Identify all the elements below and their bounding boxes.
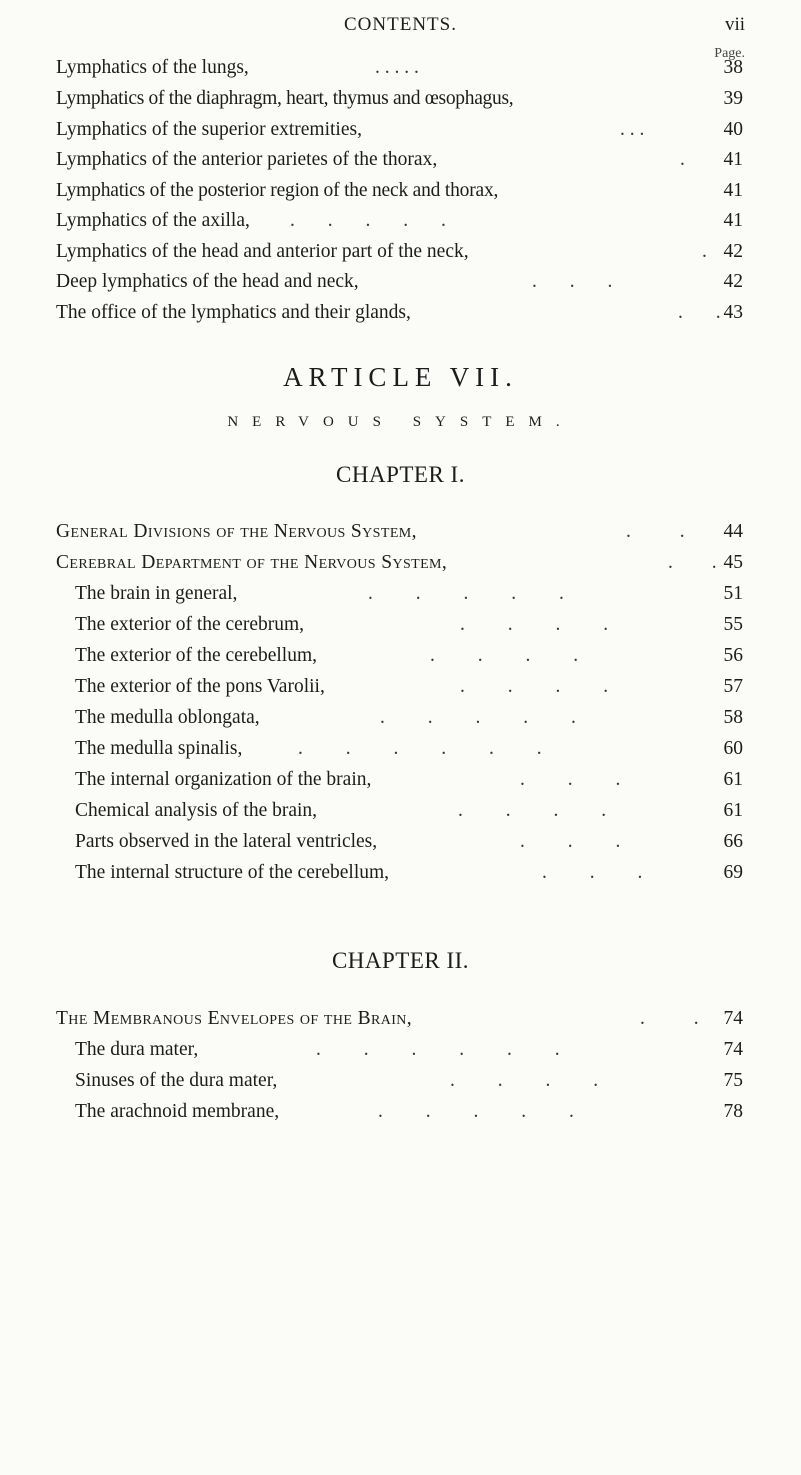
toc-entry (0, 672, 801, 702)
page-numeral: vii (724, 14, 745, 35)
toc-entry-label: Lymphatics of the head and anterior part of the neck, (56, 241, 469, 262)
toc-entry-label: General Divisions of the Nervous System, (56, 521, 417, 542)
toc-entry-page: 41 (723, 180, 743, 201)
leader-dots: . . . (520, 831, 621, 852)
toc-entry-page: 75 (723, 1070, 743, 1091)
leader-dots: . . . . . . (316, 1039, 560, 1060)
toc-entry (0, 1066, 801, 1096)
toc-heading-entry (0, 548, 801, 578)
toc-heading-entry (0, 1004, 801, 1034)
leader-dots: . . . (542, 862, 643, 883)
leader-dots: . . . . . (375, 57, 419, 78)
toc-entry-label: Chemical analysis of the brain, (75, 800, 318, 821)
toc-entry (0, 703, 801, 733)
toc-entry-page: 42 (723, 241, 743, 262)
toc-entry-label: Lymphatics of the diaphragm, heart, thymus and œsophagus, (56, 88, 514, 109)
toc-entry-page: 60 (723, 738, 743, 759)
leader-dots: . . . . (460, 614, 609, 635)
toc-entry (0, 267, 801, 297)
toc-entry-label: The arachnoid membrane, (75, 1101, 280, 1122)
toc-entry-page: 61 (723, 769, 743, 790)
toc-entry-label: Lymphatics of the superior extremities, (56, 119, 362, 140)
toc-entry-page: 78 (723, 1101, 743, 1122)
toc-entry-page: 66 (723, 831, 743, 852)
toc-entry-label: The internal structure of the cerebellum, (75, 862, 390, 883)
page-column-label: Page. (714, 46, 745, 61)
toc-entry (0, 641, 801, 671)
leader-dots: . . . . . (380, 707, 576, 728)
leader-dots: . . . . (430, 645, 579, 666)
toc-entry-label: Lymphatics of the anterior parietes of the thorax, (56, 149, 438, 170)
toc-entry (0, 734, 801, 764)
toc-entry-page: 69 (723, 862, 743, 883)
toc-entry-page: 44 (723, 521, 743, 542)
toc-entry (0, 145, 801, 175)
toc-entry (0, 115, 801, 145)
toc-entry-page: 55 (723, 614, 743, 635)
leader-dots: . (702, 241, 707, 262)
toc-entry (0, 1035, 801, 1065)
running-header (0, 14, 801, 44)
toc-entry (0, 579, 801, 609)
leader-dots: . . . . (458, 800, 607, 821)
leader-dots: . . . (532, 271, 613, 292)
toc-entry-page: 43 (723, 302, 743, 323)
toc-entry-page: 61 (723, 800, 743, 821)
toc-entry (0, 237, 801, 267)
toc-entry-label: The Membranous Envelopes of the Brain, (56, 1008, 413, 1029)
leader-dots: . . . (620, 119, 645, 140)
toc-entry (0, 610, 801, 640)
toc-entry (0, 765, 801, 795)
toc-entry (0, 176, 801, 206)
toc-entry-label: The exterior of the cerebellum, (75, 645, 318, 666)
chapter-title: CHAPTER I. (336, 462, 465, 487)
chapter-title: CHAPTER II. (331, 948, 470, 973)
toc-entry (0, 1097, 801, 1127)
article-title: ARTICLE VII. (283, 362, 518, 392)
leader-dots: . . . . . (368, 583, 564, 604)
toc-entry-label: Cerebral Department of the Nervous System, (56, 552, 448, 573)
toc-entry-label: The medulla oblongata, (75, 707, 260, 728)
leader-dots: . . . . (460, 676, 609, 697)
toc-entry-label: Lymphatics of the axilla, (56, 210, 250, 231)
toc-entry-label: The internal organization of the brain, (75, 769, 372, 790)
toc-entry-label: The exterior of the cerebrum, (75, 614, 305, 635)
toc-entry-page: 39 (723, 88, 743, 109)
toc-entry (0, 298, 801, 328)
toc-entry-label: The office of the lymphatics and their glands, (56, 302, 411, 323)
leader-dots: . . . . . . (298, 738, 542, 759)
leader-dots: . . . . . (378, 1101, 574, 1122)
toc-entry-page: 56 (723, 645, 743, 666)
toc-entry-label: The medulla spinalis, (75, 738, 243, 759)
toc-entry-page: 41 (723, 149, 743, 170)
toc-entry-page: 40 (723, 119, 743, 140)
toc-entry-page: 38 (723, 57, 743, 78)
toc-entry-page: 74 (723, 1008, 743, 1029)
running-title: CONTENTS. (344, 14, 457, 35)
article-subtitle: NERVOUS SYSTEM. (227, 414, 574, 430)
leader-dots: . . (640, 1008, 699, 1029)
leader-dots: . . . . . (290, 210, 446, 231)
toc-entry-page: 41 (723, 210, 743, 231)
toc-entry-page: 42 (723, 271, 743, 292)
leader-dots: . . (626, 521, 685, 542)
toc-entry-label: The brain in general, (75, 583, 238, 604)
toc-heading-entry (0, 517, 801, 547)
leader-dots: . . . . (450, 1070, 599, 1091)
toc-entry-label: Lymphatics of the posterior region of the neck and thorax, (56, 180, 499, 201)
toc-entry-label: Lymphatics of the lungs, (56, 57, 249, 78)
toc-entry-label: Sinuses of the dura mater, (75, 1070, 278, 1091)
toc-entry (0, 206, 801, 236)
toc-entry-page: 74 (723, 1039, 743, 1060)
toc-entry (0, 796, 801, 826)
leader-dots: . . (668, 552, 717, 573)
leader-dots: . . . (520, 769, 621, 790)
toc-entry-page: 45 (723, 552, 743, 573)
toc-entry (0, 84, 801, 114)
toc-entry-page: 51 (723, 583, 743, 604)
toc-entry (0, 53, 801, 83)
toc-entry-label: The dura mater, (75, 1039, 199, 1060)
toc-entry-page: 58 (723, 707, 743, 728)
toc-entry-label: The exterior of the pons Varolii, (75, 676, 325, 697)
leader-dots: . . (678, 302, 721, 323)
toc-entry-label: Deep lymphatics of the head and neck, (56, 271, 359, 292)
toc-entry-label: Parts observed in the lateral ventricles, (75, 831, 378, 852)
toc-entry-page: 57 (723, 676, 743, 697)
leader-dots: . (680, 149, 685, 170)
toc-entry (0, 858, 801, 888)
toc-entry (0, 827, 801, 857)
